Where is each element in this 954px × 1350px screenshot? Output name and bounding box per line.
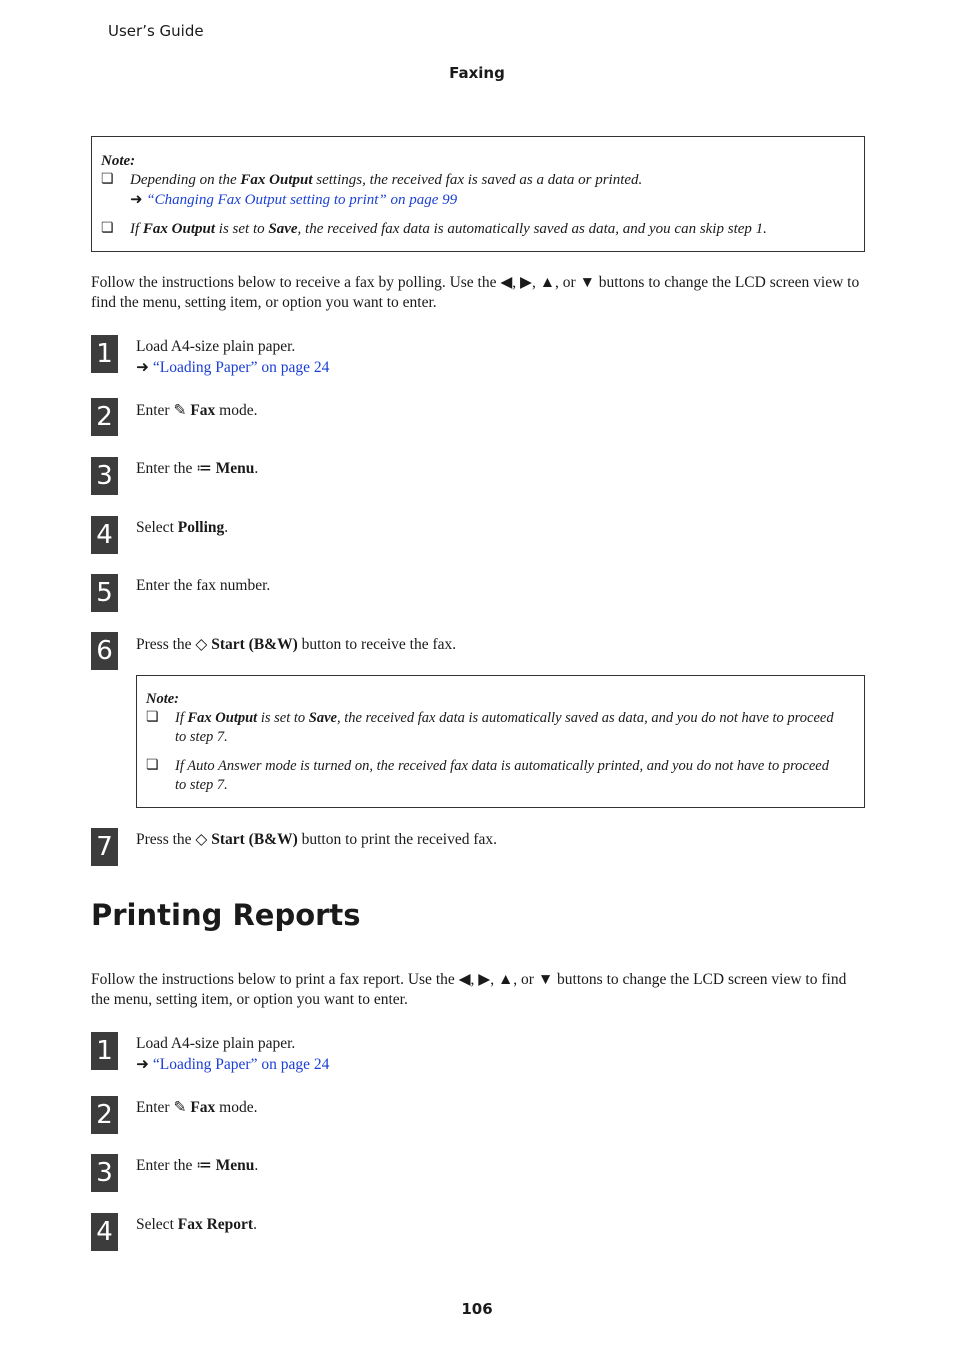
- step-5-text: Enter the fax number.: [136, 577, 271, 594]
- link-loading-paper[interactable]: “Loading Paper” on page 24: [152, 359, 330, 376]
- step-6-text: Press the ◇ Start (B&W) button to receive the fax.: [136, 636, 457, 653]
- step-number: 1: [91, 335, 118, 373]
- step-number: 4: [91, 516, 118, 554]
- arrow-right-icon: ➜: [136, 1056, 149, 1073]
- step-4-text: Select Polling.: [136, 519, 229, 536]
- step-7-text: Press the ◇ Start (B&W) button to print the received fax.: [136, 831, 498, 848]
- checkbox-icon: ❏: [146, 710, 159, 725]
- step-number: 2: [91, 1096, 118, 1134]
- step-2-text: Enter ✎ Fax mode.: [136, 402, 258, 419]
- report-step-3-text: Enter the ≔ Menu.: [136, 1157, 259, 1174]
- report-step-2-text: Enter ✎ Fax mode.: [136, 1099, 258, 1116]
- menu-icon: ≔: [196, 1157, 212, 1174]
- step-number: 3: [91, 1154, 118, 1192]
- checkbox-icon: ❏: [101, 221, 114, 236]
- note-box-top: Note: ❏ Depending on the Fax Output settings, the received fax is saved as a data or printed. ➜ “Changing Fax Output setting to print” on page 99 ❏ If Fax Output is set to Save, the received fax data is automatically saved as data, and you can skip step 1.: [91, 136, 865, 252]
- fax-icon: ✎: [173, 1099, 187, 1116]
- chapter-title: Faxing: [449, 64, 505, 82]
- checkbox-icon: ❏: [146, 758, 159, 773]
- step-number: 6: [91, 632, 118, 670]
- link-loading-paper[interactable]: “Loading Paper” on page 24: [152, 1056, 330, 1073]
- start-icon: ◇: [195, 636, 208, 653]
- step-3-text: Enter the ≔ Menu.: [136, 460, 259, 477]
- step-1-text: Load A4-size plain paper. ➜ “Loading Paper” on page 24: [136, 338, 330, 376]
- reports-intro: Follow the instructions below to print a fax report. Use the ◀, ▶, ▲, or ▼ buttons to change the LCD screen view to find the menu, setting item, or option you want to enter.: [91, 971, 847, 1008]
- checkbox-icon: ❏: [101, 172, 114, 187]
- arrow-right-icon: ➜: [136, 359, 149, 376]
- step-number: 2: [91, 398, 118, 436]
- step-number: 1: [91, 1032, 118, 1070]
- fax-icon: ✎: [173, 402, 187, 419]
- section-title: Printing Reports: [91, 898, 361, 932]
- polling-intro: Follow the instructions below to receive a fax by polling. Use the ◀, ▶, ▲, or ▼ buttons to change the LCD screen view to find the menu, setting item, or option you want to enter.: [91, 274, 860, 311]
- page-number: 106: [461, 1300, 493, 1318]
- note-title: Note:: [146, 691, 180, 707]
- step-number: 5: [91, 574, 118, 612]
- link-changing-fax-output[interactable]: “Changing Fax Output setting to print” on page 99: [146, 192, 458, 208]
- report-step-1-text: Load A4-size plain paper. ➜ “Loading Paper” on page 24: [136, 1035, 330, 1073]
- running-header: User’s Guide: [108, 22, 204, 40]
- note-title: Note:: [101, 153, 136, 169]
- step-number: 4: [91, 1213, 118, 1251]
- step-number: 3: [91, 457, 118, 495]
- menu-icon: ≔: [196, 460, 212, 477]
- report-step-4-text: Select Fax Report.: [136, 1216, 257, 1233]
- step-number: 7: [91, 828, 118, 866]
- arrow-right-icon: ➜: [130, 192, 143, 208]
- start-icon: ◇: [195, 831, 208, 848]
- note-box-step6: Note: ❏ If Fax Output is set to Save, the received fax data is automatically saved as data, and you do not have to proceed to step 7. ❏ If Auto Answer mode is turned on, the received fax data is automatically printed, and you do not have to proceed to step 7.: [136, 675, 865, 808]
